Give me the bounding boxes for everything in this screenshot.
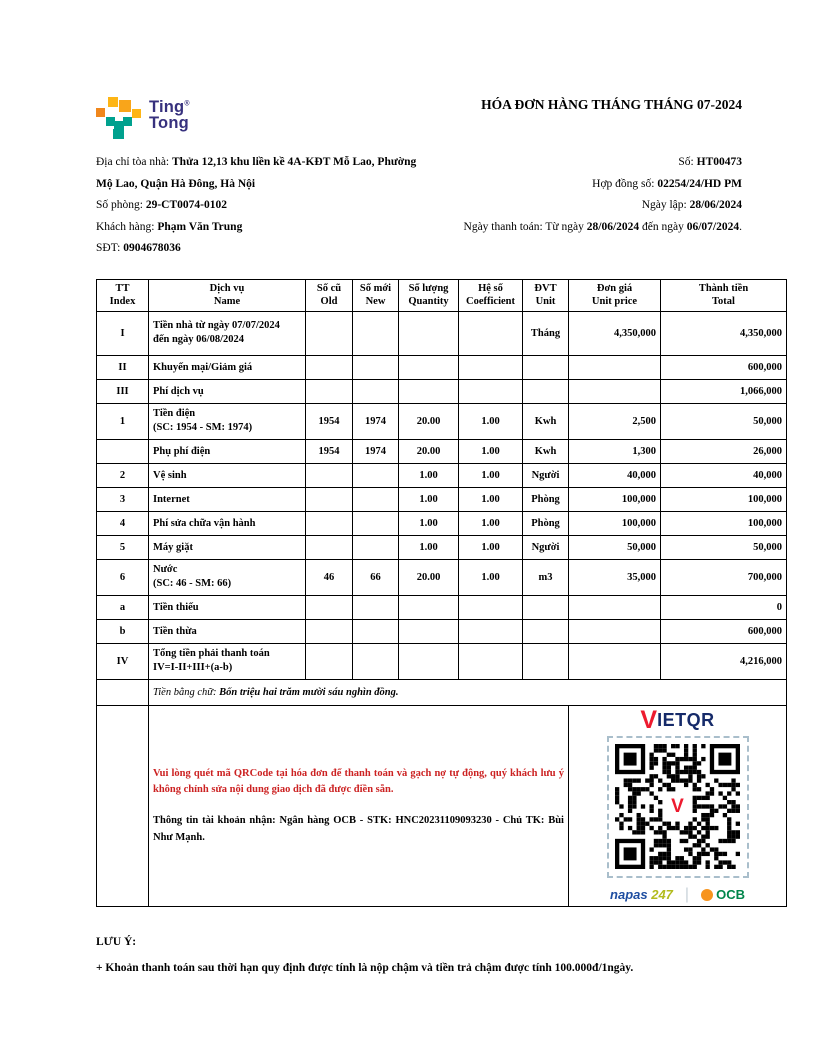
col-header-old: Số cũ Old [306,279,353,311]
qr-bank-logos [573,886,782,904]
table-row: 2 Vệ sinh 1.00 1.00 Người 40,000 40,000 [97,463,787,487]
col-header-qty: Số lượng Quantity [399,279,459,311]
qr-payment-row [97,705,787,906]
footer-notes [96,936,786,974]
customer-phone: SĐT: 0904678036 [96,242,181,254]
amount-in-words: Tiền bằng chữ: Bốn triệu hai trăm mười sáu nghìn đồng. [149,679,787,705]
header [96,95,786,139]
invoice-table [96,279,787,907]
building-address-line2: Mộ Lao, Quận Hà Đông, Hà Nội [96,177,256,190]
qr-code [607,736,749,878]
amount-in-words-row [97,679,787,705]
vietqr-center-mark: V [671,795,684,817]
vietqr-panel [569,705,787,906]
tingtong-logo [96,97,190,139]
col-header-unit: ĐVT Unit [523,279,569,311]
building-address-line1: Địa chỉ tòa nhà: Thửa 12,13 khu liền kề 4A-KĐT Mỗ Lao, Phường [96,156,417,168]
table-row: II Khuyến mại/Giảm giá 600,000 [97,355,787,379]
table-row: a Tiền thiếu 0 [97,595,787,619]
table-row: 5 Máy giặt 1.00 1.00 Người 50,000 50,000 [97,535,787,559]
vietqr-logo: VIETQR [640,705,715,734]
col-header-new: Số mới New [353,279,399,311]
logo-divider: | [684,885,690,903]
bank-account-info: Thông tin tài khoản nhận: Ngân hàng OCB - STK: HNC20231109093230 - Chủ TK: Bùi Như Mạnh. [153,815,564,843]
table-row: IV Tổng tiền phải thanh toán IV=I-II+III+(a-b) 4,216,000 [97,643,787,679]
notes-title: LƯU Ý: [96,935,137,948]
invoice-number: Số: HT00473 [678,156,742,168]
empty-cell [97,705,149,906]
col-header-coef: Hệ số Coefficient [459,279,523,311]
invoice-info-right [452,152,786,260]
page-title: HÓA ĐƠN HÀNG THÁNG THÁNG 07-2024 [481,97,742,112]
invoice-info [96,152,786,260]
col-header-tt: TT Index [97,279,149,311]
issue-date: Ngày lập: 28/06/2024 [641,199,742,211]
table-row: 3 Internet 1.00 1.00 Phòng 100,000 100,000 [97,487,787,511]
account-holder: Bùi Như Mạnh [153,815,564,843]
table-row: 1 Tiền điện (SC: 1954 - SM: 1974) 1954 1974 20.00 1.00 Kwh 2,500 50,000 [97,403,787,439]
col-header-price: Đơn giá Unit price [569,279,661,311]
tingtong-logo-icon [96,97,142,139]
table-body [97,311,787,679]
table-row: b Tiền thừa 600,000 [97,619,787,643]
ocb-logo: OCB [701,887,745,902]
invoice-info-left [96,152,452,260]
empty-cell [97,679,149,705]
contract-number: Hợp đồng số: 02254/24/HD PM [592,177,742,190]
qr-warning-note: Vui lòng quét mã QRCode tại hóa đơn để thanh toán và gạch nợ tự động, quý khách lưu ý không chỉnh sửa nội dung giao dịch đã được điền sẵn. [153,767,564,796]
account-number: HNC20231109093230 [395,815,492,827]
ocb-logo-icon [701,889,713,901]
col-header-name: Dịch vụ Name [149,279,306,311]
late-payment-note: + Khoản thanh toán sau thời hạn quy định được tính là nộp chậm và tiền trả chậm được tính 100.000đ/1ngày. [96,961,634,974]
customer-name: Khách hàng: Phạm Văn Trung [96,220,243,233]
table-row: 4 Phí sửa chữa vận hành 1.00 1.00 Phòng 100,000 100,000 [97,511,787,535]
table-row: Phụ phí điện 1954 1974 20.00 1.00 Kwh 1,300 26,000 [97,439,787,463]
napas-logo: napas 247 [610,887,673,903]
room-number: Số phòng: 29-CT0074-0102 [96,199,227,211]
table-header-row [97,279,787,311]
col-header-total: Thành tiền Total [661,279,787,311]
table-row: III Phí dịch vụ 1,066,000 [97,379,787,403]
payment-period: Ngày thanh toán: Từ ngày 28/06/2024 đến ngày 06/07/2024. [463,220,742,233]
table-row: I Tiền nhà từ ngày 07/07/2024 đến ngày 06/08/2024 Tháng 4,350,000 4,350,000 [97,311,787,355]
payment-instructions [149,705,569,906]
tingtong-logo-text: Ting® Tong [149,98,190,132]
table-row: 6 Nước (SC: 46 - SM: 66) 46 66 20.00 1.00 m3 35,000 700,000 [97,559,787,595]
